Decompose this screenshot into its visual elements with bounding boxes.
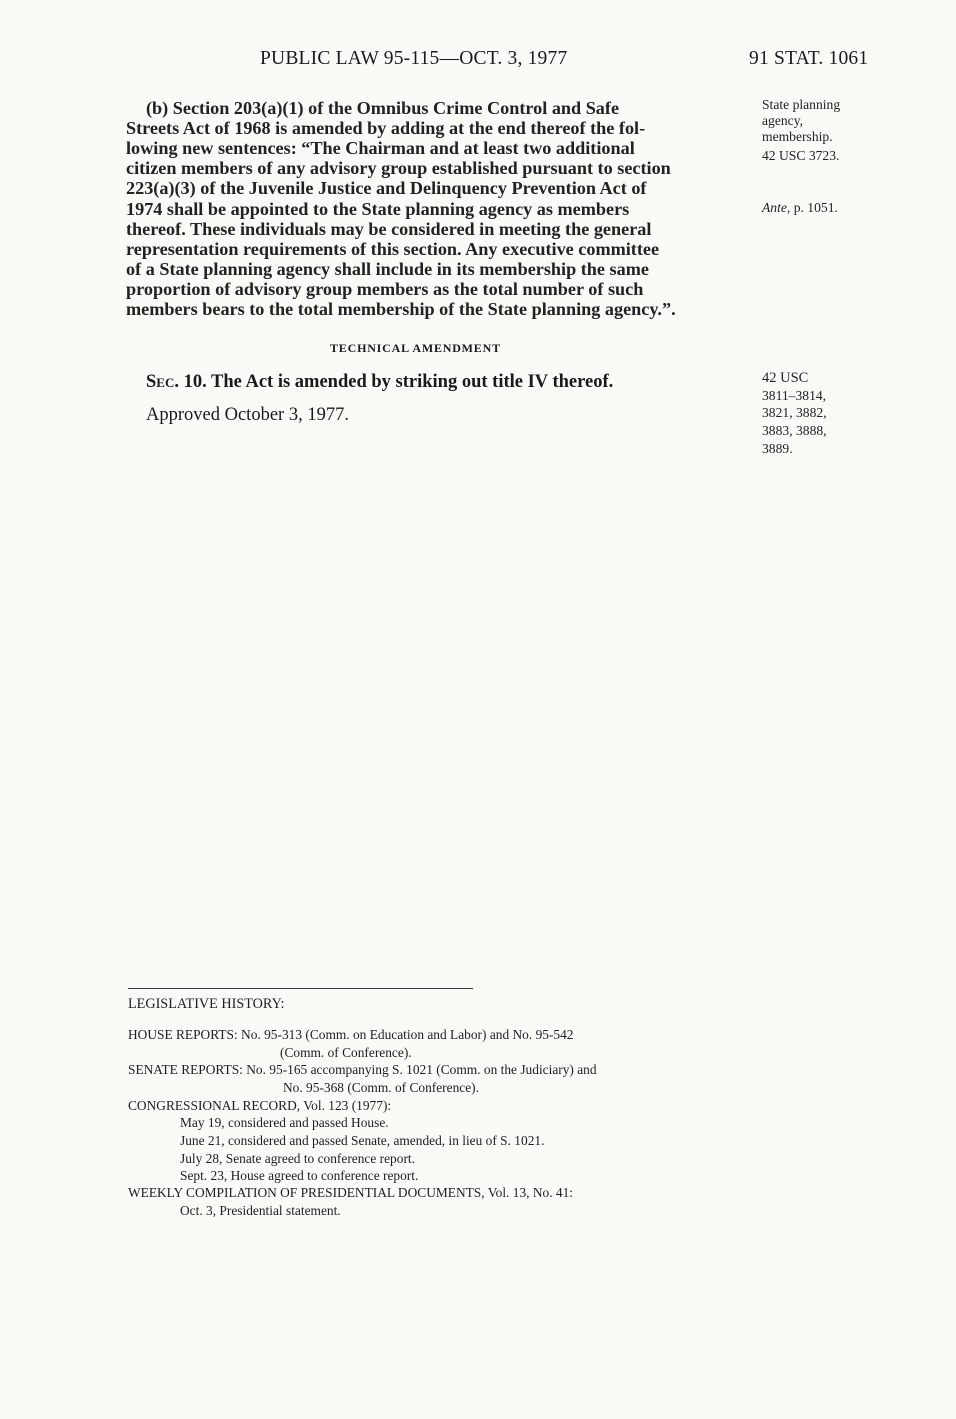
body-line: (b) Section 203(a)(1) of the Omnibus Crime Control and Safe (146, 98, 620, 118)
technical-amendment-heading: TECHNICAL AMENDMENT (330, 341, 501, 355)
body-line: proportion of advisory group members as the total number of such (126, 279, 644, 299)
history-line: HOUSE REPORTS: No. 95-313 (Comm. on Education and Labor) and No. 95-542 (128, 1027, 574, 1042)
history-line: June 21, considered and passed Senate, amended, in lieu of S. 1021. (180, 1133, 545, 1148)
margin-note-ante (762, 200, 838, 215)
margin-note-line: 42 USC 3723. (762, 148, 840, 163)
body-line: citizen members of any advisory group established pursuant to section (126, 158, 671, 178)
divider-rule (128, 988, 473, 989)
history-line: WEEKLY COMPILATION OF PRESIDENTIAL DOCUMENTS, Vol. 13, No. 41: (128, 1185, 574, 1200)
section-10-text: 10. The Act is amended by striking out title IV thereof. (178, 372, 614, 392)
history-line: SENATE REPORTS: No. 95-165 accompanying S. 1021 (Comm. on the Judiciary) and (128, 1062, 597, 1077)
body-line: thereof. These individuals may be considered in meeting the general (126, 219, 652, 239)
history-line: No. 95-368 (Comm. of Conference). (283, 1080, 479, 1095)
approved-date: Approved October 3, 1977. (146, 405, 349, 425)
legislative-history-title: LEGISLATIVE HISTORY: (128, 996, 285, 1012)
section-10 (146, 372, 613, 393)
margin-note-line: 3889. (762, 441, 793, 456)
body-line: 223(a)(3) of the Juvenile Justice and Delinquency Prevention Act of (126, 178, 647, 198)
history-line: (Comm. of Conference). (280, 1045, 412, 1060)
margin-note-line: 3883, 3888, (762, 423, 827, 438)
history-line: July 28, Senate agreed to conference report. (180, 1151, 415, 1166)
ante-page: p. 1051. (790, 200, 838, 215)
running-header-left: PUBLIC LAW 95-115—OCT. 3, 1977 (260, 48, 568, 69)
body-line: lowing new sentences: “The Chairman and at least two additional (126, 138, 635, 158)
body-line: members bears to the total membership of the State planning agency.”. (126, 299, 676, 319)
body-line: representation requirements of this section. Any executive committee (126, 239, 660, 259)
history-line: Sept. 23, House agreed to conference report. (180, 1168, 419, 1183)
ante-italic: Ante, (762, 200, 791, 215)
history-line: CONGRESSIONAL RECORD, Vol. 123 (1977): (128, 1098, 392, 1113)
running-header-right: 91 STAT. 1061 (749, 48, 869, 69)
body-line: Streets Act of 1968 is amended by adding at the end thereof the fol- (126, 118, 646, 138)
history-line: Oct. 3, Presidential statement. (180, 1203, 341, 1218)
margin-note-line: membership. (762, 129, 833, 144)
margin-note-line: State planning (762, 97, 841, 112)
margin-note-line: agency, (762, 113, 804, 128)
margin-note-line: 3811–3814, (762, 388, 827, 403)
margin-note-line: 3821, 3882, (762, 405, 827, 420)
history-line: May 19, considered and passed House. (180, 1115, 389, 1130)
margin-note-line: 42 USC (762, 370, 809, 386)
section-label: Sec. (146, 372, 179, 392)
body-line: of a State planning agency shall include in its membership the same (126, 259, 649, 279)
body-line: 1974 shall be appointed to the State planning agency as members (126, 199, 630, 219)
